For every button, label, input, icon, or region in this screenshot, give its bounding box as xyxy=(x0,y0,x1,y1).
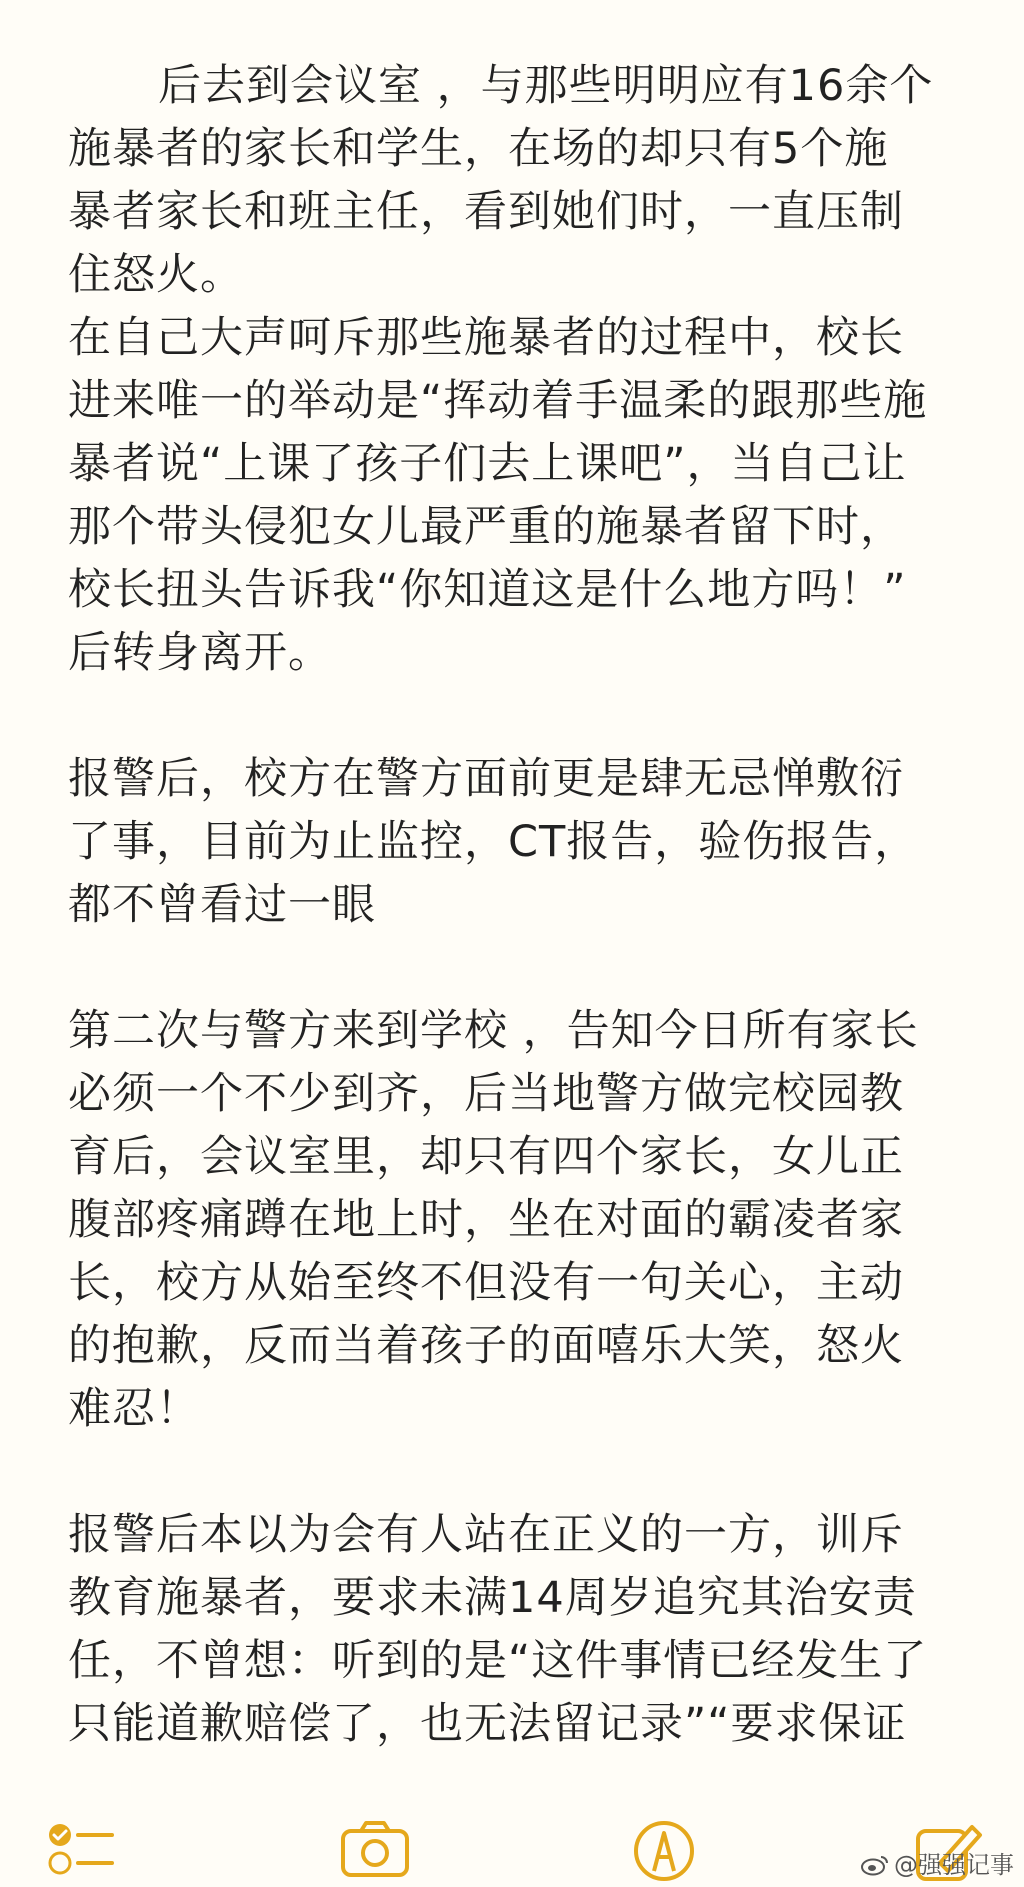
watermark-text: @强强记事 xyxy=(894,1851,1014,1879)
checklist-button[interactable] xyxy=(40,1815,120,1887)
checklist-icon xyxy=(40,1815,120,1887)
weibo-icon xyxy=(860,1854,890,1876)
text-line: 都不曾看过一眼 xyxy=(68,880,376,930)
text-line: 育后，会议室里，却只有四个家长，女儿正 xyxy=(68,1132,904,1182)
pen-icon xyxy=(624,1815,704,1887)
text-line: 那个带头侵犯女儿最严重的施暴者留下时， xyxy=(68,502,904,552)
camera-button[interactable] xyxy=(335,1815,415,1887)
text-line: 报警后，校方在警方面前更是肆无忌惮敷衍 xyxy=(68,754,904,804)
weibo-watermark xyxy=(860,1845,1014,1880)
paragraph-gap xyxy=(68,1441,968,1504)
text-line: 长，校方从始至终不但没有一句关心，主动 xyxy=(68,1258,904,1308)
text-line: 任，不曾想：听到的是“这件事情已经发生了 xyxy=(68,1636,928,1686)
paragraph-gap xyxy=(68,685,968,748)
markup-button[interactable] xyxy=(624,1815,704,1887)
text-line: 教育施暴者，要求未满14周岁追究其治安责 xyxy=(68,1573,917,1623)
text-line: 难忍！ xyxy=(68,1384,200,1434)
paragraph-gap xyxy=(68,937,968,1000)
text-line: 报警后本以为会有人站在正义的一方，训斥 xyxy=(68,1510,904,1560)
text-line: 在自己大声呵斥那些施暴者的过程中，校长 xyxy=(68,313,904,363)
text-line: 后去到会议室 ，与那些明明应有16余个 xyxy=(158,61,934,111)
text-line: 的抱歉，反而当着孩子的面嘻乐大笑，怒火 xyxy=(68,1321,904,1371)
text-line: 只能道歉赔偿了，也无法留记录”“要求保证 xyxy=(68,1699,907,1749)
camera-icon xyxy=(335,1815,415,1887)
paragraph-5 xyxy=(68,1504,968,1756)
text-line: 校长扭头告诉我“你知道这是什么地方吗！” xyxy=(68,565,907,615)
text-line: 了事，目前为止监控，CT报告，验伤报告， xyxy=(68,817,919,867)
note-body[interactable] xyxy=(68,55,968,1756)
text-line: 住怒火。 xyxy=(68,250,244,300)
text-line: 后转身离开。 xyxy=(68,628,332,678)
paragraph-3 xyxy=(68,748,968,937)
paragraph-1 xyxy=(68,55,968,307)
paragraph-2 xyxy=(68,307,968,685)
text-line: 进来唯一的举动是“挥动着手温柔的跟那些施 xyxy=(68,376,928,426)
text-line: 暴者家长和班主任，看到她们时，一直压制 xyxy=(68,187,904,237)
text-line: 必须一个不少到齐，后当地警方做完校园教 xyxy=(68,1069,904,1119)
text-line: 第二次与警方来到学校 ，告知今日所有家长 xyxy=(68,1006,919,1056)
text-line: 暴者说“上课了孩子们去上课吧”，当自己让 xyxy=(68,439,907,489)
text-line: 腹部疼痛蹲在地上时，坐在对面的霸凌者家 xyxy=(68,1195,904,1245)
paragraph-4 xyxy=(68,1000,968,1441)
text-line: 施暴者的家长和学生，在场的却只有5个施 xyxy=(68,124,889,174)
